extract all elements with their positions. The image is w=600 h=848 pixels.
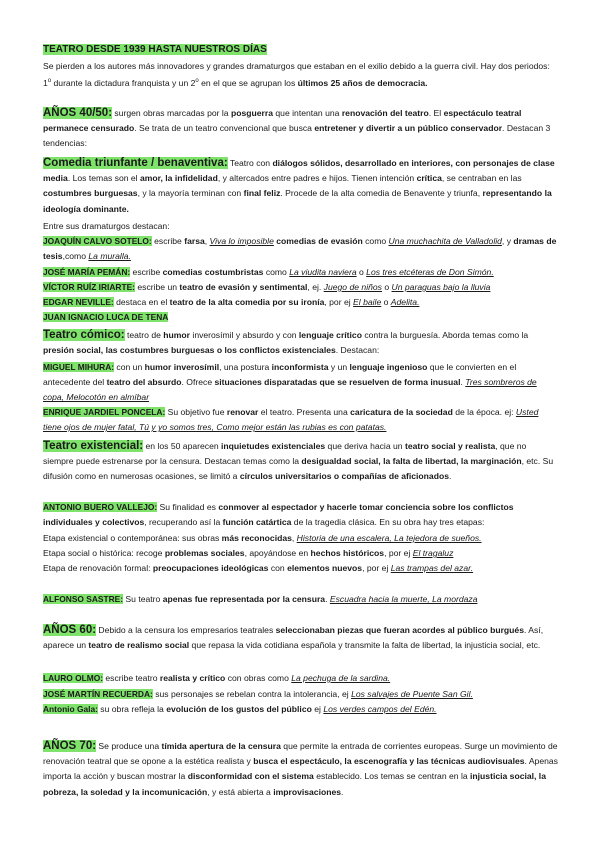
body-text: Teatro con: [227, 158, 273, 168]
body-text: . Apenas importa la acción y buscan mostrar la: [43, 756, 558, 782]
work-title: Historia de una escalera, La tejedora de sueños.: [296, 533, 482, 543]
bold-text: humor inverosímil: [144, 362, 220, 372]
body-text: . Destacan:: [335, 345, 380, 356]
bold-text: humor: [163, 330, 191, 340]
body-text: , y altercados entre padres e hijos. Tienen intención: [217, 173, 417, 184]
body-text: escribe: [130, 267, 163, 277]
bold-text: crítica: [416, 173, 442, 184]
bold-text: caricatura de la sociedad: [350, 407, 453, 417]
body-text: que repasa la vida cotidiana española y transmite la falta de libertad, la injusticia social, etc.: [189, 640, 541, 651]
work-title: La viudita naviera: [289, 267, 357, 277]
body-text: ,: [291, 533, 297, 543]
ordinal-superscript: o: [195, 78, 199, 85]
intro-paragraph: [43, 59, 558, 91]
body-text: y un: [328, 362, 350, 372]
buero-etapa-existencial: [43, 531, 558, 546]
author-alfonso-sastre: [43, 592, 558, 607]
bold-text: renovación del teatro: [341, 108, 429, 118]
author-buero-vallejo: [43, 500, 558, 530]
bold-text: diálogos sólidos, desarrollado en interiores, con personajes de clase media: [43, 158, 555, 184]
body-text: Su objetivo fue: [165, 407, 227, 417]
bold-text: conmover al espectador y hacerle tomar conciencia sobre los conflictos individuales y colectivos: [43, 502, 514, 528]
body-text: Entre sus dramaturgos destacan:: [43, 221, 170, 231]
bold-text: seleccionaban piezas que fueran acordes al público burgués: [275, 625, 524, 635]
bold-text: círculos universitarios o compañías de aficionados: [239, 471, 449, 482]
body-text: .: [325, 594, 330, 604]
body-text: que le convierten en el antecedente del: [43, 362, 517, 388]
author-name: JOAQUÍN CALVO SOTELO:: [43, 236, 152, 246]
body-text: escribe: [151, 236, 185, 246]
author-name: MIGUEL MIHURA:: [43, 362, 115, 372]
body-text: , apoyándose en: [244, 548, 311, 558]
work-title: La pechuga de la sardina.: [291, 673, 391, 683]
body-text: de la época. ej:: [452, 407, 516, 417]
author-peman: [43, 265, 558, 280]
body-text: , una postura: [219, 362, 272, 372]
author-luca-de-tena: [43, 310, 558, 325]
work-title: Tres sombreros de copa, Melocotón en almíbar: [43, 377, 537, 403]
author-neville: [43, 295, 558, 310]
bold-text: preocupaciones ideológicas: [152, 563, 269, 573]
bold-text: improvisaciones: [273, 786, 342, 797]
bold-text: disconformidad con el sistema: [187, 771, 314, 782]
author-name: JOSÉ MARÍA PEMÁN:: [43, 267, 131, 277]
body-text: . Ofrece: [181, 377, 215, 388]
bold-text: lenguaje ingenioso: [349, 362, 428, 372]
body-text: , y está abierta a: [207, 786, 274, 797]
body-text: que intentan una: [273, 108, 342, 118]
work-title: Adelita.: [390, 297, 420, 307]
author-mihura: [43, 360, 558, 406]
work-title: Un paraguas bajo la lluvia: [391, 282, 491, 292]
bold-text: tímida apertura de la censura: [161, 741, 281, 751]
author-name: JUAN IGNACIO LUCA DE TENA: [43, 312, 169, 322]
body-text: durante la dictadura franquista y un 2: [51, 78, 196, 89]
body-text: en los 50 aparecen: [143, 441, 222, 451]
author-jardiel-poncela: [43, 405, 558, 435]
body-text: sus personajes se rebelan contra la intolerancia, ej: [152, 689, 352, 699]
body-text: escribe un: [134, 282, 180, 292]
section-heading: AÑOS 70:: [43, 740, 97, 752]
body-text: como: [263, 267, 290, 277]
body-text: Se pierden a los autores más innovadores y grandes dramaturgos que estaban en el exilio debido a la guerra civil. Hay dos periodos: 1: [43, 61, 550, 89]
bold-text: realista y crítico: [159, 673, 226, 683]
bold-text: lenguaje crítico: [298, 330, 362, 340]
body-text: contra la burguesía. Aborda temas como la: [361, 330, 529, 340]
body-text: o: [356, 267, 367, 277]
body-text: o: [381, 282, 392, 292]
author-name: ENRIQUE JARDIEL PONCELA:: [43, 407, 166, 417]
section-heading: Comedia triunfante / benaventiva:: [43, 157, 228, 169]
section-heading: Teatro existencial:: [43, 440, 144, 452]
work-title: Los tres etcéteras de Don Simón.: [366, 267, 494, 277]
bold-text: presión social, las costumbres burguesas o los conflictos existenciales: [43, 345, 336, 356]
work-title: Viva lo imposible: [209, 236, 274, 246]
author-name: JOSÉ MARTÍN RECUERDA:: [43, 689, 153, 699]
body-text: Su finalidad es: [157, 502, 219, 512]
section-teatro-existencial: [43, 439, 558, 485]
body-text: ,como: [62, 251, 89, 262]
body-text: en el que se agrupan los: [198, 78, 298, 89]
author-name: LAURO OLMO:: [43, 673, 104, 683]
body-text: , ej.: [307, 282, 324, 292]
body-text: Se produce una: [96, 741, 162, 751]
bold-text: teatro social y realista: [404, 441, 496, 451]
bold-text: busca el espectáculo, la escenografía y las técnicas audiovisuales: [253, 756, 525, 767]
bold-text: representando la ideología dominante.: [43, 188, 552, 214]
bold-text: amor, la infidelidad: [139, 173, 218, 184]
bold-text: teatro del absurdo: [106, 377, 182, 388]
bold-text: elementos nuevos: [287, 563, 363, 573]
section-anos-40-50: [43, 106, 558, 152]
body-text: Etapa existencial o contemporánea: sus obras: [43, 533, 222, 543]
body-text: . Se trata de un teatro convencional que busca: [134, 123, 315, 134]
body-text: , por ej: [324, 297, 354, 307]
bold-text: evolución de los gustos del público: [166, 704, 312, 714]
body-text: , etc. Su difusión como en numerosas ocasiones, se limitó a: [43, 456, 554, 482]
bold-text: posguerra: [230, 108, 274, 118]
author-lauro-olmo: [43, 671, 558, 686]
buero-etapa-social: [43, 546, 558, 561]
section-teatro-comico: [43, 328, 558, 358]
author-ruiz-iriarte: [43, 280, 558, 295]
body-text: , se centraban en las: [441, 173, 522, 184]
body-text: .: [460, 377, 466, 388]
body-text: con un: [114, 362, 145, 372]
body-text: escribe teatro: [103, 673, 160, 683]
author-name: EDGAR NEVILLE:: [43, 297, 114, 307]
body-text: su obra refleja la: [97, 704, 167, 714]
section-heading: AÑOS 60:: [43, 624, 97, 636]
body-text: con obras como: [225, 673, 292, 683]
work-title: Una muchachita de Valladolid: [388, 236, 502, 246]
body-text: , y: [501, 236, 514, 246]
bold-text: injusticia social, la pobreza, la soledad y la incomunicación: [43, 771, 546, 797]
section-anos-60: [43, 623, 558, 653]
section-comedia-triunfante: [43, 156, 558, 217]
bold-text: apenas fue representada por la censura: [162, 594, 326, 604]
body-text: o: [381, 297, 391, 307]
bold-text: teatro de realismo social: [88, 640, 190, 651]
body-text: que permite la entrada de corrientes europeas. Surge un movimiento de renovación teatral que se opone a la estética realista y: [43, 741, 558, 767]
author-calvo-sotelo: [43, 234, 558, 264]
bold-text: costumbres burguesas: [43, 188, 138, 199]
body-text: de la tragedia clásica. En su obra hay tres etapas:: [291, 517, 485, 528]
body-text: Su teatro: [123, 594, 163, 604]
work-title: Juego de niños: [323, 282, 382, 292]
work-title: Usted tiene ojos de mujer fatal, Tú y yo somos tres, Como mejor están las rubias es con patatas.: [43, 407, 539, 433]
bold-text: más reconocidas: [221, 533, 292, 543]
work-title: Escuadra hacia la muerte, La mordaza: [329, 594, 478, 604]
work-title: Los verdes campos del Edén.: [323, 704, 437, 714]
body-text: . Los temas son el: [67, 173, 140, 184]
buero-etapa-renovacion: [43, 561, 558, 576]
bold-text: inquietudes existenciales: [221, 441, 326, 451]
bold-text: dramas de tesis: [43, 236, 557, 262]
bold-text: farsa: [184, 236, 205, 246]
doc-title: TEATRO DESDE 1939 HASTA NUESTROS DÍAS: [43, 44, 267, 55]
body-text: .: [341, 786, 344, 797]
bold-text: teatro de evasión y sentimental: [179, 282, 308, 292]
bold-text: situaciones disparatadas que se resuelven de forma inusual: [214, 377, 461, 388]
body-text: , y la mayoría terminan con: [137, 188, 244, 199]
body-text: Etapa social o histórica: recoge: [43, 548, 165, 558]
body-text: con: [268, 563, 288, 573]
author-antonio-gala: [43, 702, 558, 717]
body-text: destaca en el: [113, 297, 170, 307]
work-title: El tragaluz: [412, 548, 454, 558]
body-text: . Destacan 3 tendencias:: [43, 123, 551, 149]
body-text: , recuperando así la: [144, 517, 223, 528]
body-text: como: [362, 236, 389, 246]
bold-text: comedias costumbristas: [162, 267, 264, 277]
work-title: La muralla.: [88, 251, 131, 262]
dramaturgos-intro: [43, 219, 558, 234]
bold-text: problemas sociales: [164, 548, 245, 558]
bold-text: inconformista: [271, 362, 329, 372]
body-text: . Procede de la alta comedia de Benavente y triunfa,: [280, 188, 483, 199]
section-anos-70: [43, 739, 558, 800]
body-text: . Así, aparece un: [43, 625, 544, 651]
author-name: ANTONIO BUERO VALLEJO:: [43, 502, 158, 512]
bold-text: teatro de la alta comedia por su ironía: [169, 297, 325, 307]
doc-title-block: [43, 42, 558, 57]
section-heading: AÑOS 40/50:: [43, 107, 113, 119]
author-name: VÍCTOR RUÍZ IRIARTE:: [43, 282, 135, 292]
work-title: El baile: [353, 297, 382, 307]
body-text: , por ej: [362, 563, 391, 573]
body-text: teatro de: [124, 330, 164, 340]
body-text: establecido. Los temas se centran en la: [313, 771, 471, 782]
author-name: ALFONSO SASTRE:: [43, 594, 124, 604]
body-text: Debido a la censura los empresarios teatrales: [96, 625, 276, 635]
bold-text: final feliz: [243, 188, 281, 199]
body-text: . El: [428, 108, 444, 118]
bold-text: función catártica: [222, 517, 292, 528]
bold-text: comedias de evasión: [276, 236, 363, 246]
bold-text: últimos 25 años de democracia.: [297, 78, 428, 89]
body-text: .: [449, 471, 452, 482]
body-text: ej: [311, 704, 324, 714]
bold-text: renovar: [226, 407, 259, 417]
bold-text: entretener y divertir a un público conservador: [314, 123, 503, 134]
work-title: Los salvajes de Puente San Gil.: [351, 689, 473, 699]
bold-text: espectáculo teatral permanece censurado: [43, 108, 522, 134]
body-text: Etapa de renovación formal:: [43, 563, 153, 573]
bold-text: hechos históricos: [310, 548, 385, 558]
section-heading: Teatro cómico:: [43, 329, 125, 341]
bold-text: desigualdad social, la falta de libertad, la marginación: [301, 456, 522, 467]
ordinal-superscript: o: [47, 78, 52, 85]
body-text: que deriva hacia un: [325, 441, 405, 451]
body-text: , que no siempre puede estrenarse por la censura. Destacan temas como la: [43, 441, 527, 467]
body-text: ,: [204, 236, 210, 246]
body-text: el teatro. Presenta una: [258, 407, 351, 417]
body-text: surgen obras marcadas por la: [112, 108, 231, 118]
body-text: , por ej: [384, 548, 413, 558]
author-martin-recuerda: [43, 687, 558, 702]
body-text: inverosímil y absurdo y con: [190, 330, 299, 340]
work-title: Las trampas del azar.: [390, 563, 474, 573]
author-name: Antonio Gala:: [43, 704, 98, 714]
